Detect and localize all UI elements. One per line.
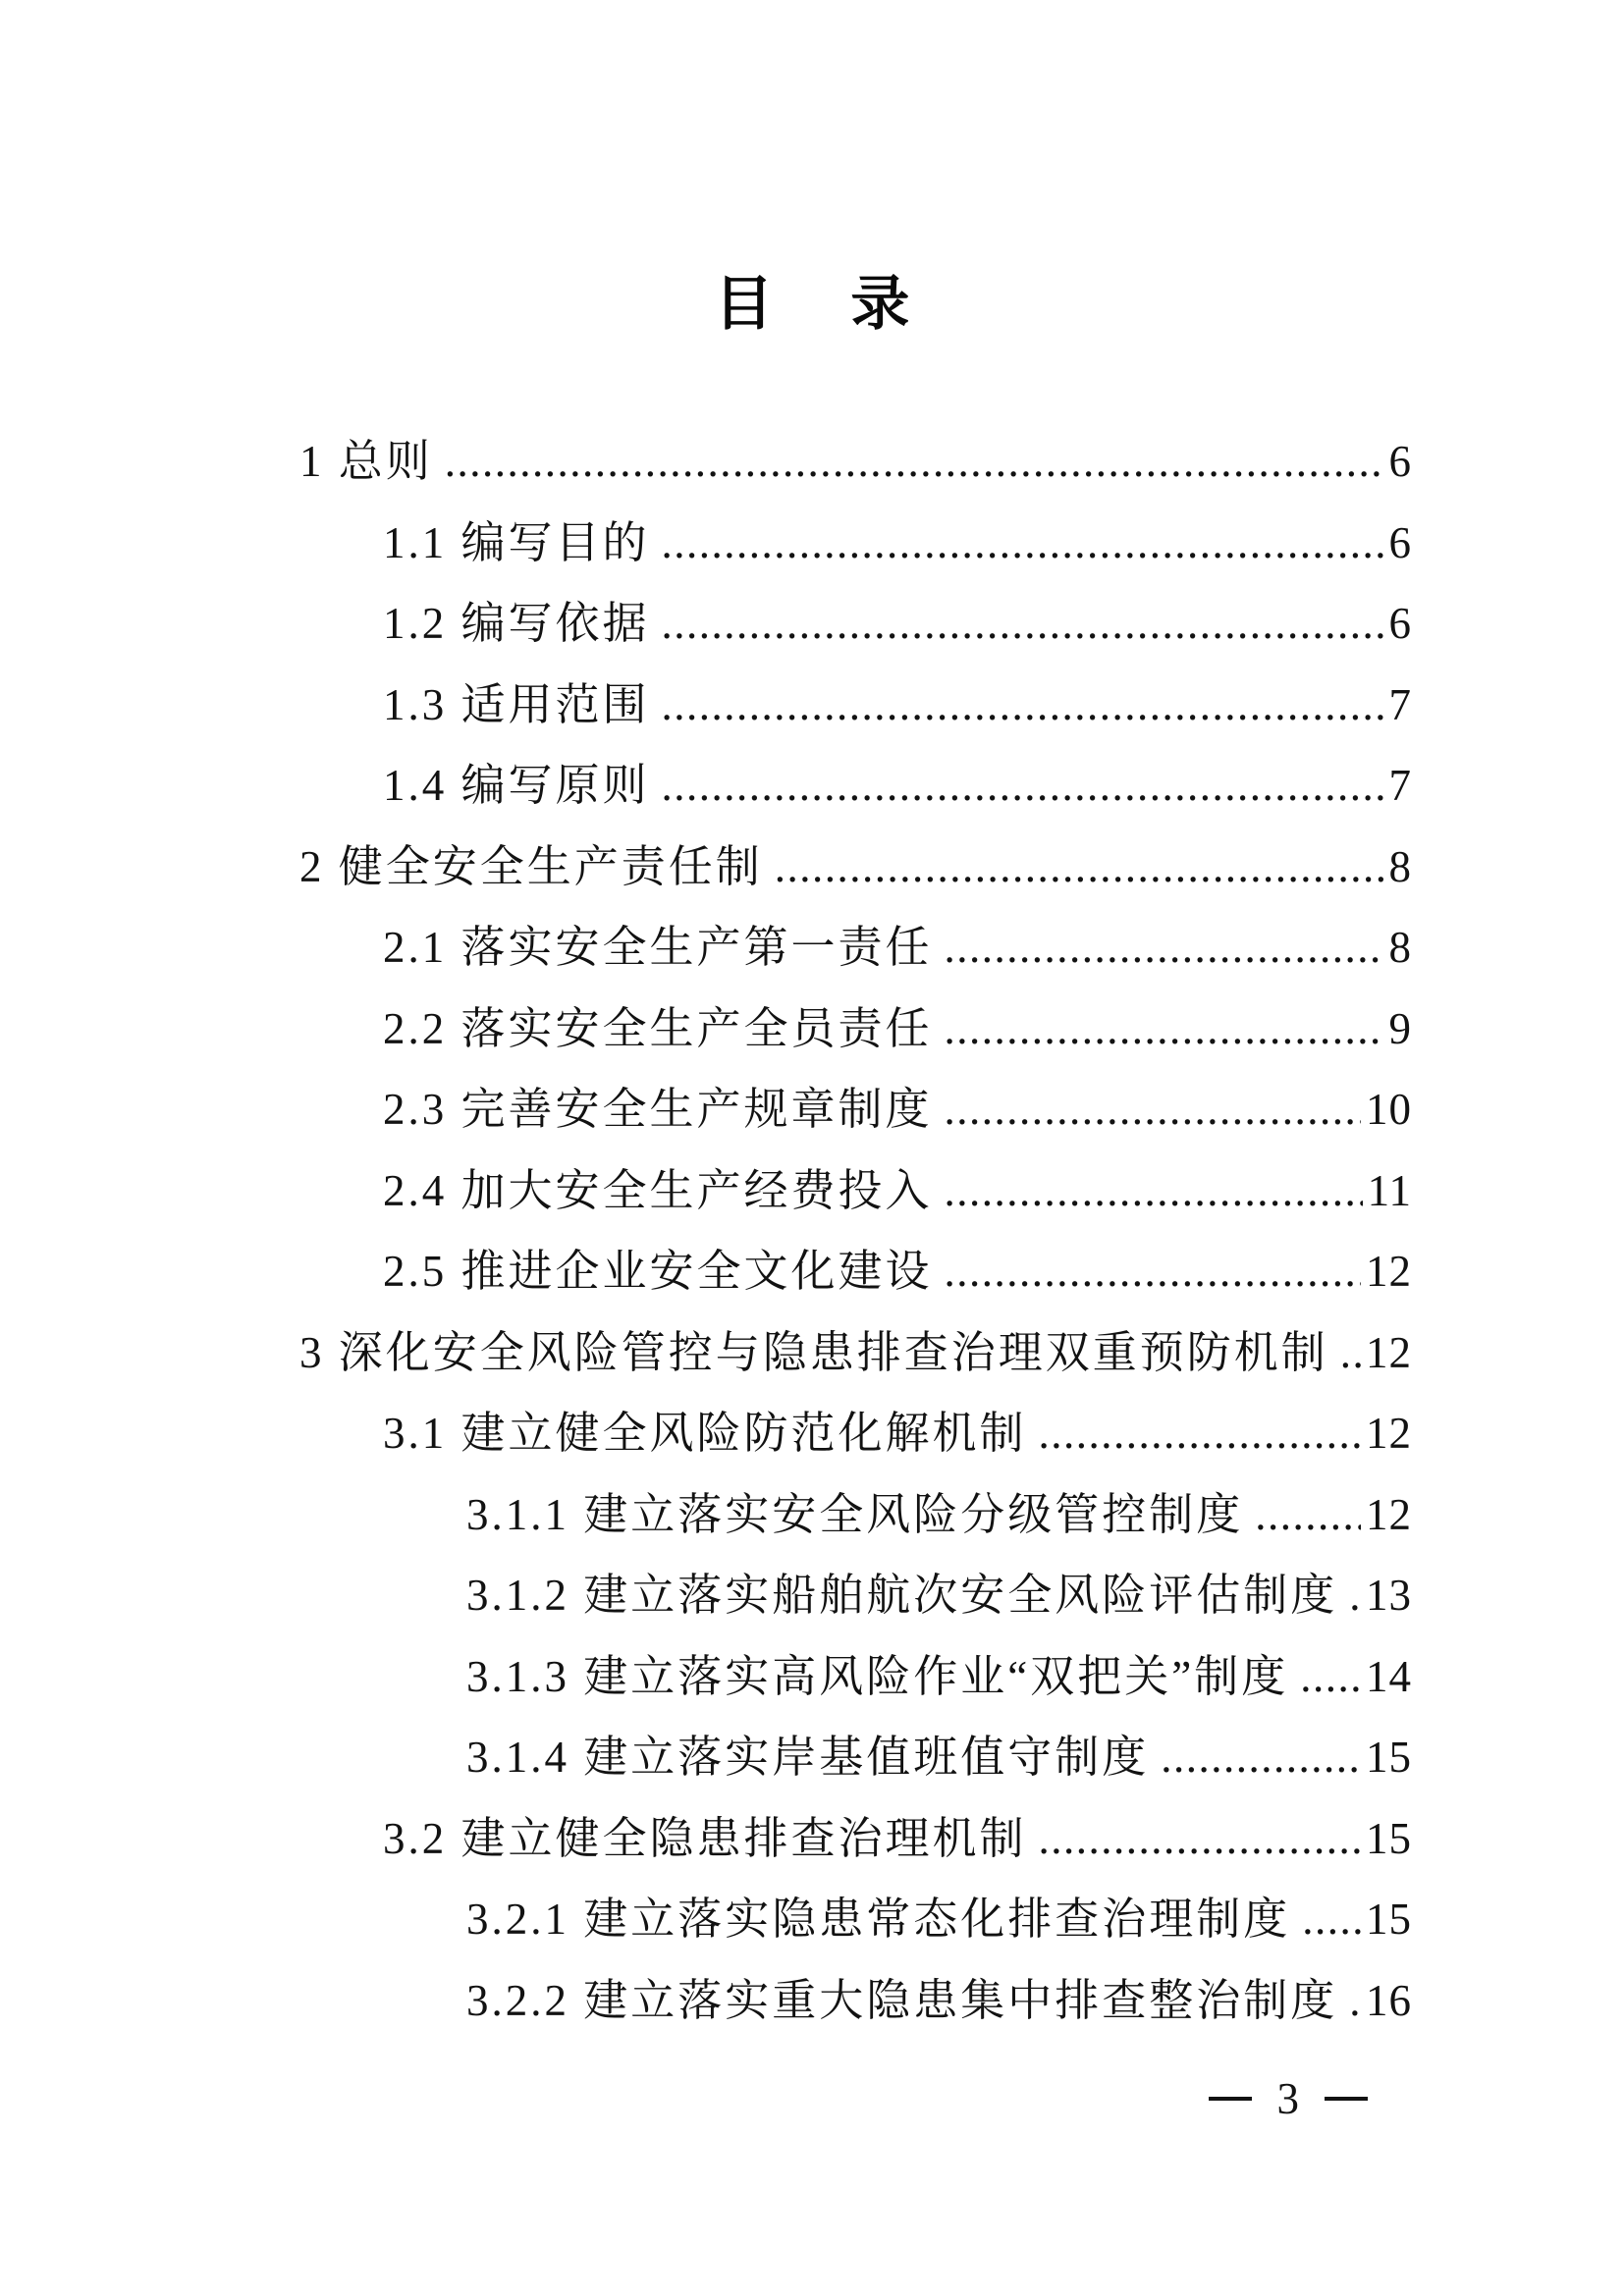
toc-entry-page: 8 [1388,923,1412,972]
toc-entry[interactable] [299,1242,1412,1323]
toc-entry[interactable] [299,1890,1412,1971]
toc-entry-page: 14 [1366,1651,1412,1701]
toc-entry-label: 1.1 编写目的 [383,517,650,567]
dot-leader [1349,1566,1361,1625]
toc-entry[interactable] [299,1161,1412,1243]
toc-entry[interactable] [299,1080,1412,1161]
toc-entry-label: 1 总则 [299,437,433,486]
toc-entry-page: 6 [1388,437,1412,486]
toc-entry-label: 2.5 推进企业安全文化建设 [383,1247,933,1296]
toc-entry-page: 12 [1366,1247,1412,1296]
toc-entry-page: 7 [1388,761,1412,810]
page-footer [1209,2073,1369,2124]
dot-leader [1300,1647,1361,1706]
footer-dash-right [1325,2097,1368,2101]
toc-entry[interactable] [299,918,1412,999]
toc-entry[interactable] [299,1809,1412,1891]
toc-entry-label: 3.1.3 建立落实高风险作业“双把关”制度 [466,1651,1289,1701]
toc-entry[interactable] [299,432,1412,513]
toc-entry-label: 3.2 建立健全隐患排查治理机制 [383,1813,1027,1863]
dot-leader [1349,1971,1361,2030]
toc-entry[interactable] [299,999,1412,1081]
toc-entry-label: 3.2.2 建立落实重大隐患集中排查整治制度 [466,1975,1338,2025]
dot-leader [662,513,1384,572]
toc-entry[interactable] [299,594,1412,675]
dot-leader [1039,1809,1361,1868]
dot-leader [775,837,1384,896]
toc-entry-label: 3.1 建立健全风险防范化解机制 [383,1409,1027,1458]
toc-entry-page: 12 [1366,1327,1412,1377]
dot-leader [1039,1404,1361,1463]
dot-leader [662,675,1384,734]
toc-entry-page: 9 [1388,1003,1412,1053]
toc-entry-label: 3.1.1 建立落实安全风险分级管控制度 [466,1489,1244,1539]
toc-entry-page: 12 [1366,1409,1412,1458]
dot-leader [1340,1323,1361,1382]
footer-dash-left [1209,2097,1252,2101]
dot-leader [945,1242,1361,1301]
toc-list [299,432,1412,2052]
dot-leader [662,594,1384,653]
toc-entry-page: 7 [1388,679,1412,729]
toc-entry-label: 2 健全安全生产责任制 [299,841,763,891]
toc-entry-label: 3.2.1 建立落实隐患常态化排查治理制度 [466,1895,1291,1944]
toc-entry-label: 2.1 落实安全生产第一责任 [383,923,933,972]
toc-entry-label: 2.2 落实安全生产全员责任 [383,1003,933,1053]
toc-entry-label: 2.4 加大安全生产经费投入 [383,1165,933,1215]
toc-entry-page: 16 [1366,1975,1412,2025]
toc-entry[interactable] [299,837,1412,919]
toc-entry-label: 1.3 适用范围 [383,679,650,729]
toc-entry[interactable] [299,1566,1412,1647]
dot-leader [945,1080,1361,1139]
toc-entry-page: 12 [1366,1489,1412,1539]
toc-entry[interactable] [299,1404,1412,1485]
toc-entry-label: 3 深化安全风险管控与隐患排查治理双重预防机制 [299,1327,1328,1377]
dot-leader [945,1161,1363,1220]
toc-entry-label: 1.2 编写依据 [383,599,650,648]
toc-entry-page: 15 [1366,1813,1412,1863]
dot-leader [1302,1890,1361,1949]
toc-entry-page: 15 [1366,1895,1412,1944]
toc-entry[interactable] [299,1323,1412,1405]
toc-entry[interactable] [299,1485,1412,1567]
toc-entry[interactable] [299,1647,1412,1729]
toc-entry-page: 10 [1366,1085,1412,1134]
toc-entry-page: 13 [1366,1571,1412,1620]
toc-entry-label: 1.4 编写原则 [383,761,650,810]
toc-entry-page: 6 [1388,517,1412,567]
toc-entry[interactable] [299,756,1412,837]
toc-entry-page: 6 [1388,599,1412,648]
toc-entry[interactable] [299,1728,1412,1809]
dot-leader [1161,1728,1361,1787]
toc-entry-label: 2.3 完善安全生产规章制度 [383,1085,933,1134]
toc-entry-label: 3.1.2 建立落实船舶航次安全风险评估制度 [466,1571,1338,1620]
dot-leader [662,756,1384,815]
dot-leader [945,918,1384,977]
toc-entry-label: 3.1.4 建立落实岸基值班值守制度 [466,1733,1150,1782]
toc-entry-page: 11 [1367,1165,1412,1215]
footer-page-number: 3 [1276,2074,1299,2123]
toc-entry[interactable] [299,513,1412,595]
dot-leader [445,432,1384,491]
dot-leader [1255,1485,1361,1544]
dot-leader [945,999,1384,1058]
toc-entry-page: 15 [1366,1733,1412,1782]
page-title: 目 录 [714,270,910,339]
toc-entry[interactable] [299,1971,1412,2053]
toc-entry[interactable] [299,675,1412,757]
toc-entry-page: 8 [1388,841,1412,891]
